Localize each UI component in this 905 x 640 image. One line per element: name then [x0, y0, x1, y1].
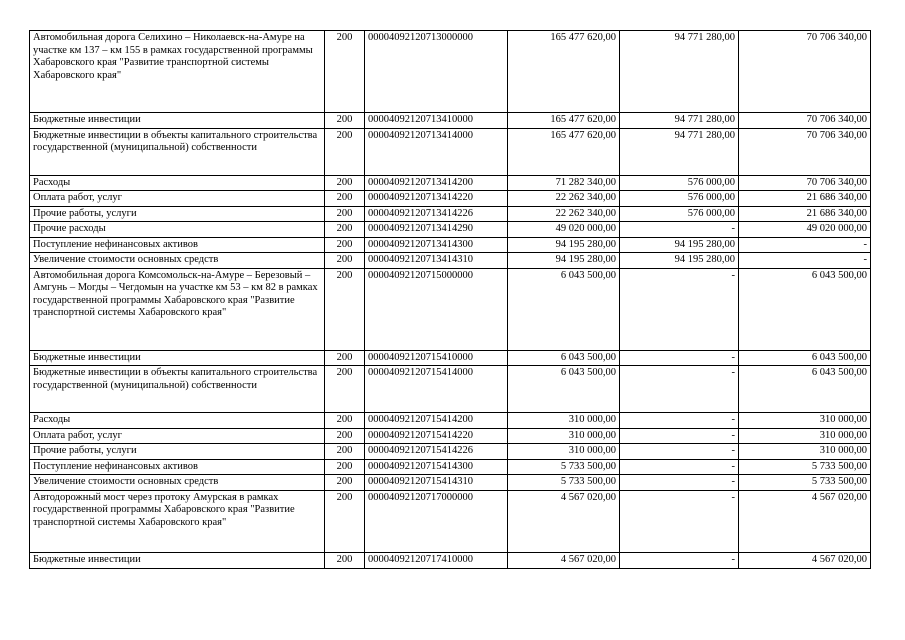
- row-code-cell: 200: [325, 490, 365, 552]
- row-executed-amount-cell: 94 771 280,00: [620, 128, 739, 175]
- row-name-cell: Поступление нефинансовых активов: [30, 237, 325, 253]
- row-classification-code-cell: 00004092120715414226: [365, 444, 508, 460]
- row-code-cell: 200: [325, 444, 365, 460]
- row-name-cell: Бюджетные инвестиции в объекты капитального строительства государственной (муниципальной) собственности: [30, 366, 325, 413]
- row-executed-amount-cell: -: [620, 428, 739, 444]
- row-approved-amount-cell: 4 567 020,00: [508, 552, 620, 568]
- row-classification-code-cell: 00004092120715414000: [365, 366, 508, 413]
- row-unexecuted-amount-cell: 49 020 000,00: [739, 222, 871, 238]
- row-code-cell: 200: [325, 459, 365, 475]
- table-row: [30, 490, 871, 552]
- row-approved-amount-cell: 6 043 500,00: [508, 350, 620, 366]
- row-classification-code-cell: 00004092120713414220: [365, 191, 508, 207]
- budget-table-body: [30, 31, 871, 569]
- row-approved-amount-cell: 5 733 500,00: [508, 459, 620, 475]
- row-code-cell: 200: [325, 428, 365, 444]
- row-classification-code-cell: 00004092120713414290: [365, 222, 508, 238]
- table-row: [30, 350, 871, 366]
- row-approved-amount-cell: 94 195 280,00: [508, 253, 620, 269]
- row-executed-amount-cell: -: [620, 366, 739, 413]
- table-row: [30, 175, 871, 191]
- row-approved-amount-cell: 310 000,00: [508, 413, 620, 429]
- row-name-cell: Автодорожный мост через протоку Амурская в рамках государственной программы Хабаровского края "Развитие транспортной системы Хабаровского края": [30, 490, 325, 552]
- row-approved-amount-cell: 4 567 020,00: [508, 490, 620, 552]
- row-name-cell: Поступление нефинансовых активов: [30, 459, 325, 475]
- row-name-cell: Расходы: [30, 413, 325, 429]
- row-name-cell: Увеличение стоимости основных средств: [30, 475, 325, 491]
- row-executed-amount-cell: 94 195 280,00: [620, 253, 739, 269]
- row-name-cell: Оплата работ, услуг: [30, 428, 325, 444]
- table-row: [30, 268, 871, 350]
- row-unexecuted-amount-cell: 70 706 340,00: [739, 175, 871, 191]
- row-code-cell: 200: [325, 222, 365, 238]
- row-classification-code-cell: 00004092120715410000: [365, 350, 508, 366]
- row-approved-amount-cell: 5 733 500,00: [508, 475, 620, 491]
- row-executed-amount-cell: -: [620, 552, 739, 568]
- row-unexecuted-amount-cell: 4 567 020,00: [739, 552, 871, 568]
- row-unexecuted-amount-cell: 310 000,00: [739, 413, 871, 429]
- row-code-cell: 200: [325, 175, 365, 191]
- table-row: [30, 206, 871, 222]
- row-classification-code-cell: 00004092120717000000: [365, 490, 508, 552]
- row-unexecuted-amount-cell: -: [739, 237, 871, 253]
- row-classification-code-cell: 00004092120713000000: [365, 31, 508, 113]
- row-executed-amount-cell: 94 771 280,00: [620, 113, 739, 129]
- row-approved-amount-cell: 22 262 340,00: [508, 206, 620, 222]
- budget-table: [29, 30, 871, 569]
- row-code-cell: 200: [325, 113, 365, 129]
- row-executed-amount-cell: -: [620, 350, 739, 366]
- row-approved-amount-cell: 22 262 340,00: [508, 191, 620, 207]
- row-executed-amount-cell: 576 000,00: [620, 206, 739, 222]
- row-name-cell: Расходы: [30, 175, 325, 191]
- row-code-cell: 200: [325, 350, 365, 366]
- table-row: [30, 222, 871, 238]
- row-unexecuted-amount-cell: 21 686 340,00: [739, 206, 871, 222]
- table-row: [30, 475, 871, 491]
- row-name-cell: Увеличение стоимости основных средств: [30, 253, 325, 269]
- row-unexecuted-amount-cell: 310 000,00: [739, 428, 871, 444]
- row-classification-code-cell: 00004092120715414310: [365, 475, 508, 491]
- row-classification-code-cell: 00004092120715414220: [365, 428, 508, 444]
- table-row: [30, 444, 871, 460]
- row-unexecuted-amount-cell: 6 043 500,00: [739, 350, 871, 366]
- row-unexecuted-amount-cell: 4 567 020,00: [739, 490, 871, 552]
- row-unexecuted-amount-cell: 5 733 500,00: [739, 459, 871, 475]
- row-unexecuted-amount-cell: 5 733 500,00: [739, 475, 871, 491]
- row-name-cell: Прочие расходы: [30, 222, 325, 238]
- row-approved-amount-cell: 165 477 620,00: [508, 113, 620, 129]
- row-unexecuted-amount-cell: 6 043 500,00: [739, 366, 871, 413]
- row-approved-amount-cell: 71 282 340,00: [508, 175, 620, 191]
- row-unexecuted-amount-cell: 310 000,00: [739, 444, 871, 460]
- row-code-cell: 200: [325, 253, 365, 269]
- row-executed-amount-cell: -: [620, 268, 739, 350]
- row-classification-code-cell: 00004092120713414000: [365, 128, 508, 175]
- table-row: [30, 237, 871, 253]
- row-unexecuted-amount-cell: -: [739, 253, 871, 269]
- row-executed-amount-cell: -: [620, 413, 739, 429]
- table-row: [30, 459, 871, 475]
- row-executed-amount-cell: 576 000,00: [620, 191, 739, 207]
- row-unexecuted-amount-cell: 21 686 340,00: [739, 191, 871, 207]
- row-executed-amount-cell: -: [620, 490, 739, 552]
- row-approved-amount-cell: 6 043 500,00: [508, 366, 620, 413]
- row-name-cell: Оплата работ, услуг: [30, 191, 325, 207]
- row-name-cell: Прочие работы, услуги: [30, 206, 325, 222]
- row-classification-code-cell: 00004092120713414300: [365, 237, 508, 253]
- row-unexecuted-amount-cell: 70 706 340,00: [739, 113, 871, 129]
- row-name-cell: Автомобильная дорога Селихино – Николаевск-на-Амуре на участке км 137 – км 155 в рамках государственной программы Хабаровского края "Развитие транспортной системы Хабаровского края": [30, 31, 325, 113]
- row-approved-amount-cell: 6 043 500,00: [508, 268, 620, 350]
- row-classification-code-cell: 00004092120713414310: [365, 253, 508, 269]
- table-row: [30, 253, 871, 269]
- row-code-cell: 200: [325, 237, 365, 253]
- row-executed-amount-cell: 94 771 280,00: [620, 31, 739, 113]
- table-row: [30, 113, 871, 129]
- table-row: [30, 413, 871, 429]
- row-unexecuted-amount-cell: 70 706 340,00: [739, 128, 871, 175]
- table-row: [30, 31, 871, 113]
- row-code-cell: 200: [325, 552, 365, 568]
- row-code-cell: 200: [325, 128, 365, 175]
- row-classification-code-cell: 00004092120713410000: [365, 113, 508, 129]
- table-row: [30, 128, 871, 175]
- row-name-cell: Прочие работы, услуги: [30, 444, 325, 460]
- row-code-cell: 200: [325, 268, 365, 350]
- row-name-cell: Бюджетные инвестиции в объекты капитального строительства государственной (муниципальной) собственности: [30, 128, 325, 175]
- row-approved-amount-cell: 310 000,00: [508, 444, 620, 460]
- row-code-cell: 200: [325, 31, 365, 113]
- row-name-cell: Бюджетные инвестиции: [30, 350, 325, 366]
- row-classification-code-cell: 00004092120717410000: [365, 552, 508, 568]
- row-approved-amount-cell: 165 477 620,00: [508, 128, 620, 175]
- row-classification-code-cell: 00004092120715414300: [365, 459, 508, 475]
- row-unexecuted-amount-cell: 6 043 500,00: [739, 268, 871, 350]
- table-row: [30, 366, 871, 413]
- row-approved-amount-cell: 165 477 620,00: [508, 31, 620, 113]
- row-code-cell: 200: [325, 366, 365, 413]
- row-approved-amount-cell: 49 020 000,00: [508, 222, 620, 238]
- row-executed-amount-cell: -: [620, 444, 739, 460]
- row-code-cell: 200: [325, 206, 365, 222]
- row-code-cell: 200: [325, 191, 365, 207]
- row-unexecuted-amount-cell: 70 706 340,00: [739, 31, 871, 113]
- row-executed-amount-cell: -: [620, 222, 739, 238]
- table-row: [30, 191, 871, 207]
- row-approved-amount-cell: 94 195 280,00: [508, 237, 620, 253]
- row-executed-amount-cell: 94 195 280,00: [620, 237, 739, 253]
- row-name-cell: Бюджетные инвестиции: [30, 552, 325, 568]
- row-executed-amount-cell: -: [620, 459, 739, 475]
- row-classification-code-cell: 00004092120715414200: [365, 413, 508, 429]
- table-row: [30, 428, 871, 444]
- row-approved-amount-cell: 310 000,00: [508, 428, 620, 444]
- row-name-cell: Бюджетные инвестиции: [30, 113, 325, 129]
- row-classification-code-cell: 00004092120713414200: [365, 175, 508, 191]
- row-executed-amount-cell: -: [620, 475, 739, 491]
- row-code-cell: 200: [325, 475, 365, 491]
- row-classification-code-cell: 00004092120713414226: [365, 206, 508, 222]
- table-row: [30, 552, 871, 568]
- row-classification-code-cell: 00004092120715000000: [365, 268, 508, 350]
- row-code-cell: 200: [325, 413, 365, 429]
- row-name-cell: Автомобильная дорога Комсомольск-на-Амуре – Березовый – Амгунь – Могды – Чегдомын на участке км 53 – км 82 в рамках государственной программы Хабаровского края "Развитие транспортной системы Хабаровского края": [30, 268, 325, 350]
- row-executed-amount-cell: 576 000,00: [620, 175, 739, 191]
